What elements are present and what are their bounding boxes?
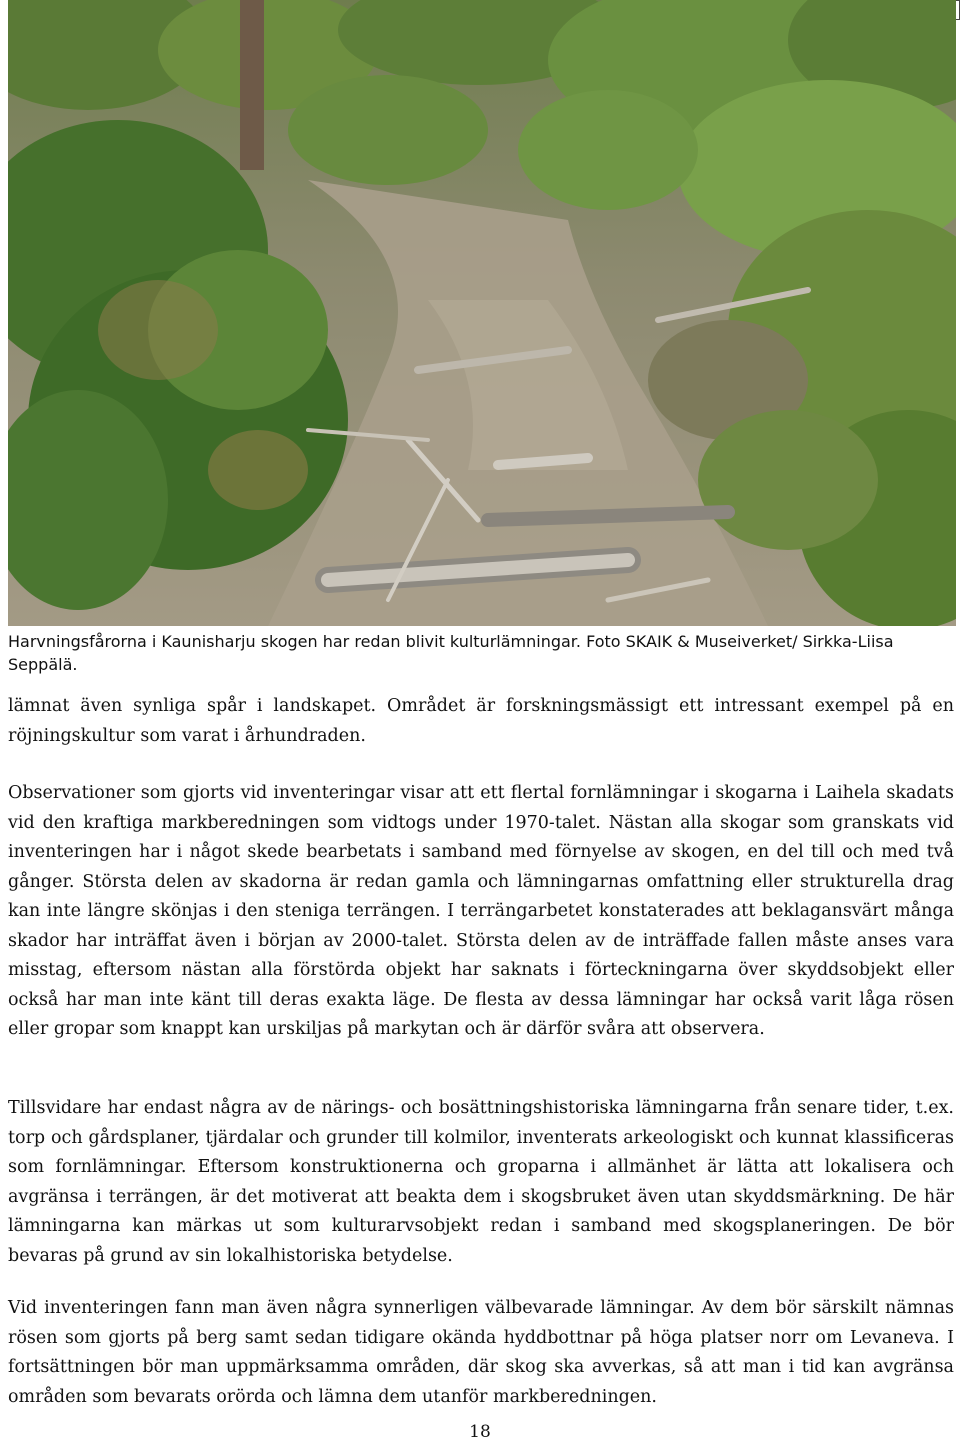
pine-trunk	[240, 0, 264, 170]
paragraph: lämnat även synliga spår i landskapet. Området är forskningsmässigt ett intressant exempel på en röjningskultur som varat i århundraden.	[8, 696, 954, 746]
paragraph: Observationer som gjorts vid inventeringar visar att ett flertal fornlämningar i skogarna i Laihela skadats vid den kraftiga markberedningen som vidtogs under 1970-talet. Nästan alla skogar som granskats vid inventeringen har i något skede bearbetats i samband med förnyelse av skogen, en del till och med två gånger. Största delen av skadorna är redan gamla och lämningarnas omfattning eller strukturella drag kan inte längre skönjas i den steniga terrängen. I terrängarbetet konstaterades att beklagansvärt många skador har inträffat även i början av 2000-talet. Största delen av de inträffade fallen måste anses vara misstag, eftersom nästan alla förstörda objekt har saknats i förteckningarna över skyddsobjekt eller också har man inte känt till deras exakta läge. De flesta av dessa lämningar har också varit låga rösen eller gropar som knappt kan urskiljas på markytan och är därför svåra att observera.	[8, 783, 954, 1039]
paragraph: Tillsvidare har endast några av de närings- och bosättningshistoriska lämningarna från senare tider, t.ex. torp och gårdsplaner, tjärdalar och grunder till kolmilor, inventerats arkeologiskt och kunnat klassificeras som fornlämningar. Eftersom konstruktionerna och groparna i allmänhet är lätta att lokalisera och avgränsa i terrängen, är det motiverat att beakta dem i skogsbruket även utan skyddsmärkning. De här lämningarna kan märkas ut som kulturarvsobjekt redan i samband med skogsplaneringen. De bör bevaras på grund av sin lokalhistoriska betydelse.	[8, 1098, 954, 1266]
figure-caption: Harvningsfårorna i Kaunisharju skogen har redan blivit kulturlämningar. Foto SKAIK & Museiverket/ Sirkka-Liisa Seppälä.	[8, 632, 894, 674]
page-number: 18	[469, 1422, 491, 1442]
paragraph: Vid inventeringen fann man även några synnerligen välbevarade lämningar. Av dem bör särskilt nämnas rösen som gjorts på berg samt sedan tidigare okända hyddbottnar på höga platser norr om Levaneva. I fortsättningen bör man uppmärksamma områden, där skog ska avverkas, så att man i tid kan avgränsa områden som bevarats orörda och lämna dem utanför markberedningen.	[8, 1298, 954, 1407]
forest-photo	[8, 0, 956, 626]
